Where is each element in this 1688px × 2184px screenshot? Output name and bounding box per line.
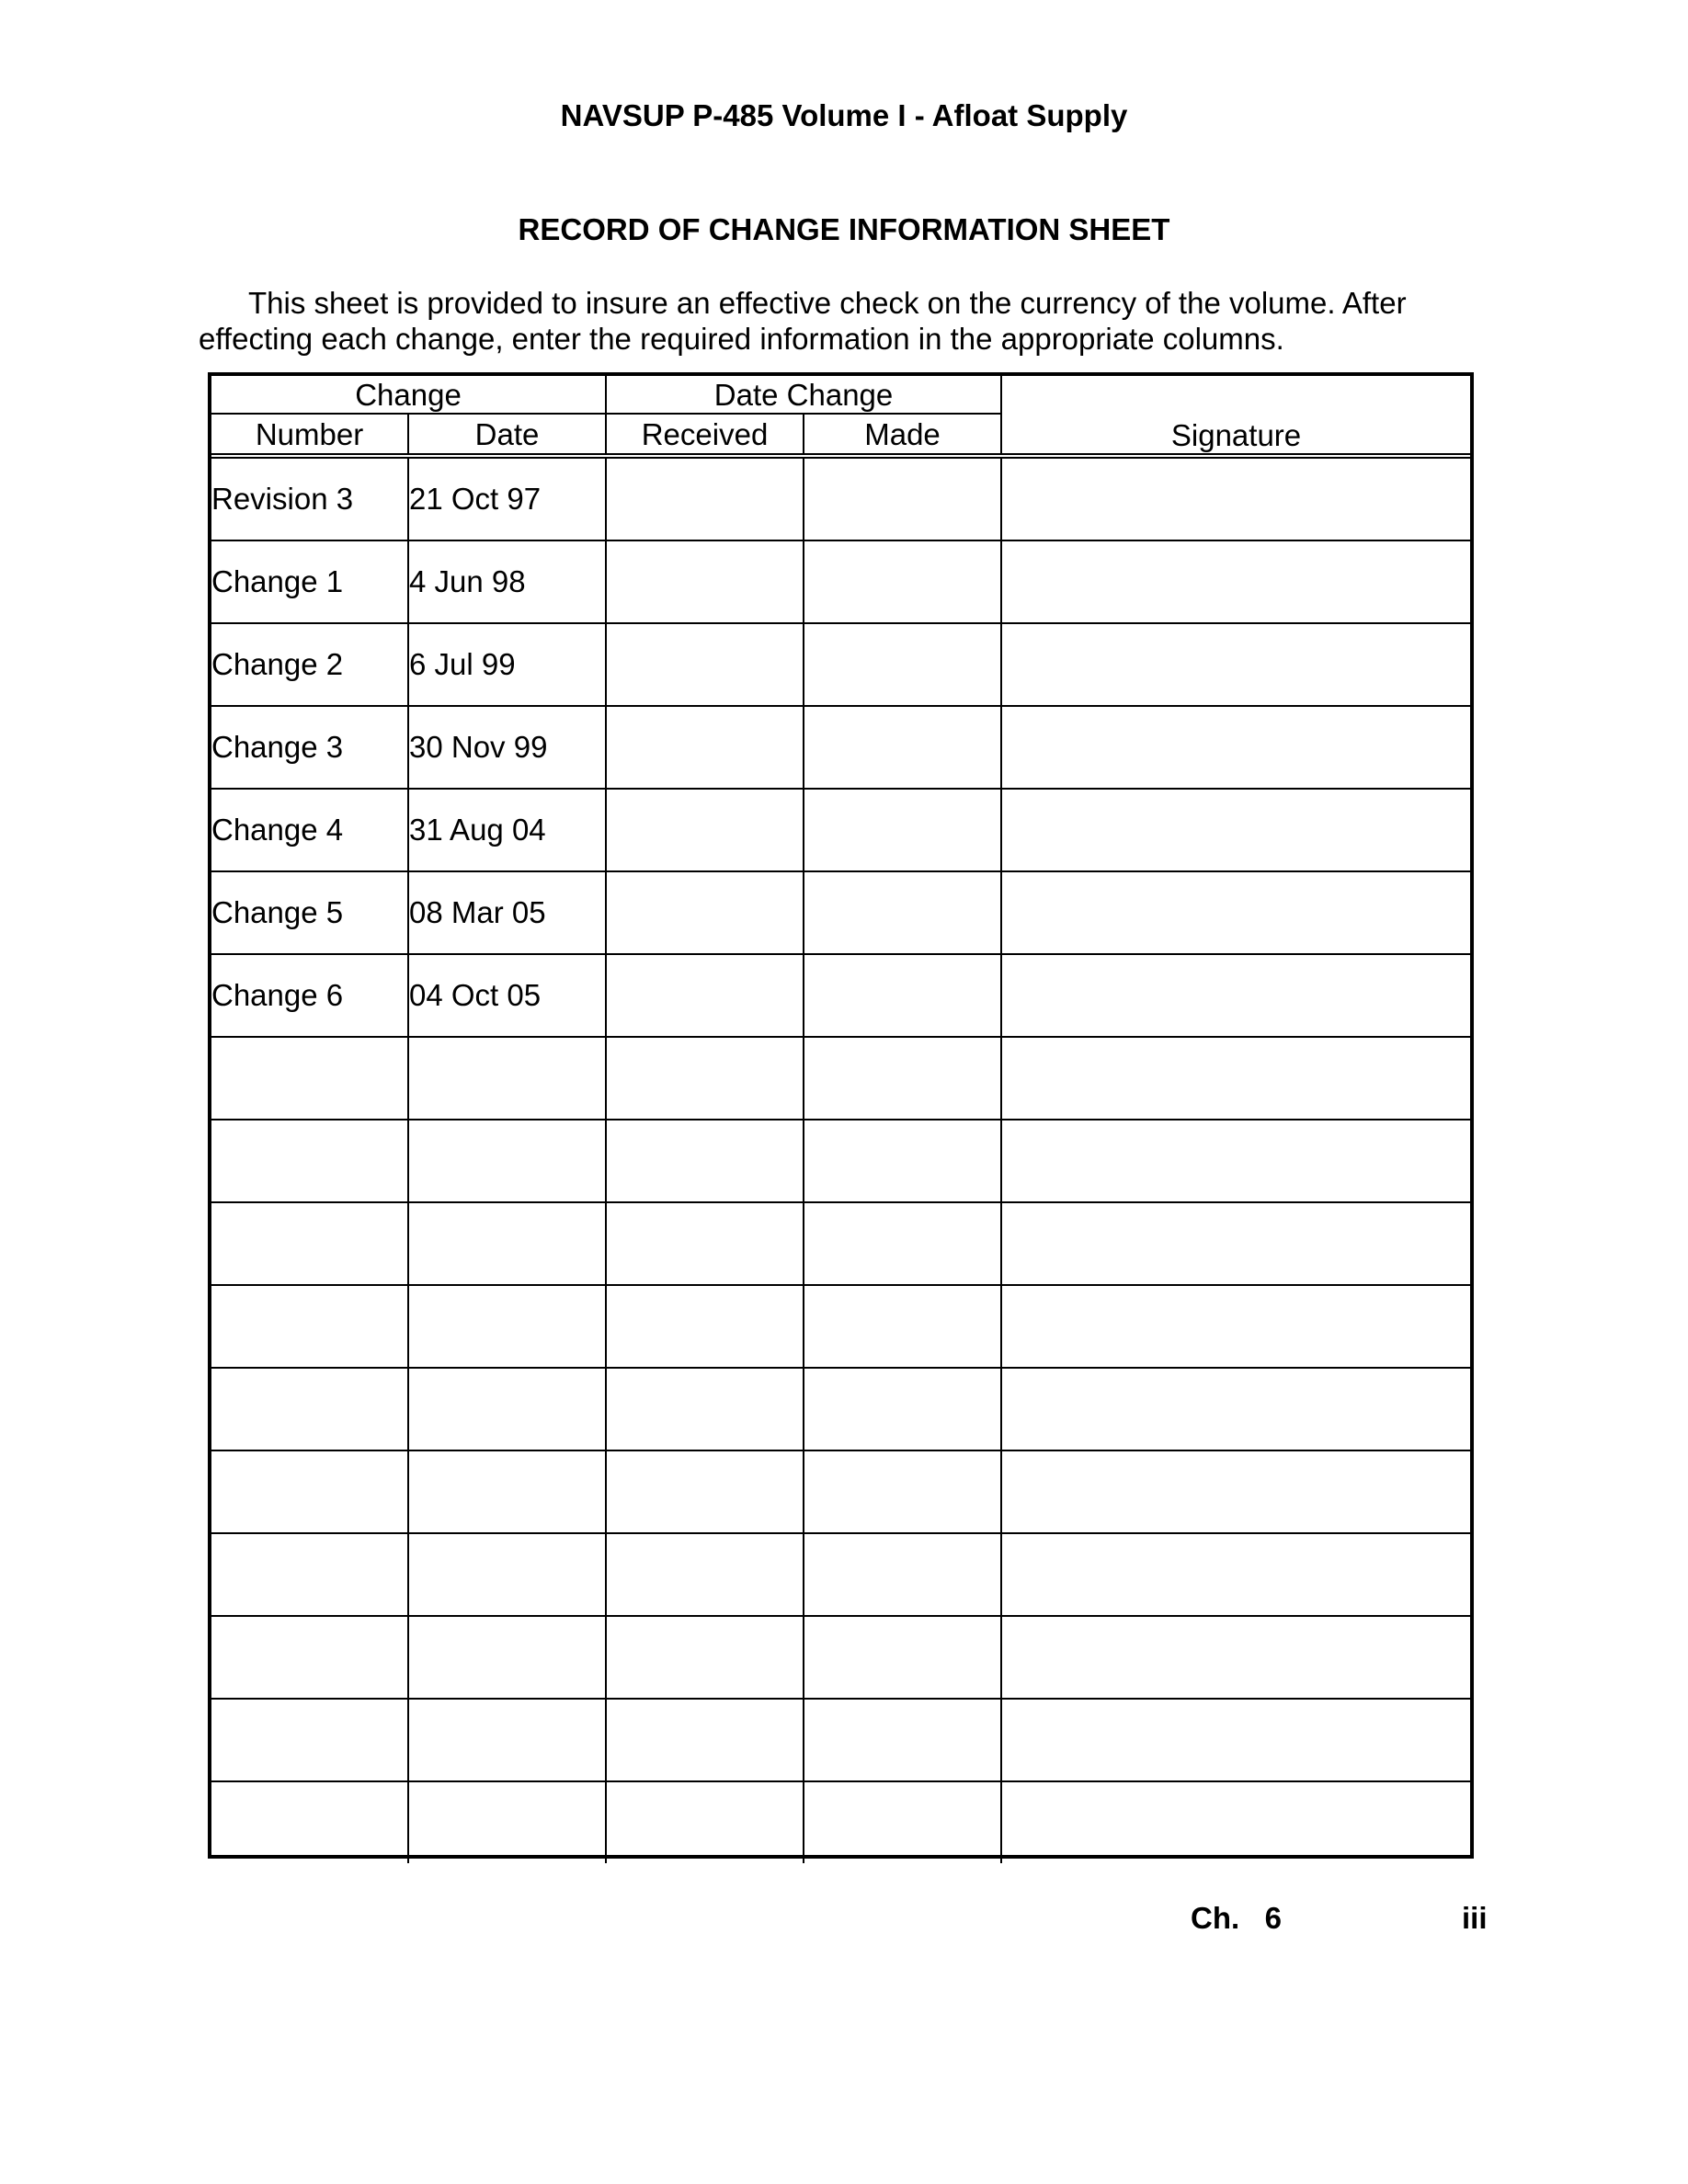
change-group-header: Change xyxy=(211,376,606,414)
table-row xyxy=(211,540,1470,623)
cell-received xyxy=(606,1450,804,1533)
cell-made xyxy=(804,623,1001,706)
cell-signature xyxy=(1001,1037,1470,1120)
cell-received xyxy=(606,1781,804,1863)
cell-signature xyxy=(1001,1202,1470,1285)
cell-number xyxy=(211,1037,408,1120)
cell-made xyxy=(804,1368,1001,1450)
cell-number: Change 4 xyxy=(211,789,408,871)
cell-received xyxy=(606,1037,804,1120)
sheet-title: RECORD OF CHANGE INFORMATION SHEET xyxy=(518,212,1170,246)
cell-date xyxy=(408,1368,606,1450)
cell-signature xyxy=(1001,1450,1470,1533)
cell-number: Change 3 xyxy=(211,706,408,789)
table-row xyxy=(211,1285,1470,1368)
cell-made xyxy=(804,1120,1001,1202)
cell-received xyxy=(606,1120,804,1202)
cell-date xyxy=(408,1533,606,1616)
table-row xyxy=(211,456,1470,540)
cell-received xyxy=(606,1699,804,1781)
cell-signature xyxy=(1001,1616,1470,1699)
cell-made xyxy=(804,1202,1001,1285)
cell-made xyxy=(804,871,1001,954)
cell-number: Change 6 xyxy=(211,954,408,1037)
cell-made xyxy=(804,706,1001,789)
cell-number: Change 2 xyxy=(211,623,408,706)
cell-date: 31 Aug 04 xyxy=(408,789,606,871)
cell-date: 04 Oct 05 xyxy=(408,954,606,1037)
cell-signature xyxy=(1001,871,1470,954)
cell-received xyxy=(606,871,804,954)
cell-received xyxy=(606,954,804,1037)
cell-received xyxy=(606,1285,804,1368)
made-column-header: Made xyxy=(804,414,1001,456)
cell-signature xyxy=(1001,954,1470,1037)
cell-number xyxy=(211,1616,408,1699)
table-row xyxy=(211,789,1470,871)
cell-date: 4 Jun 98 xyxy=(408,540,606,623)
cell-received xyxy=(606,623,804,706)
cell-made xyxy=(804,1616,1001,1699)
table-row xyxy=(211,1616,1470,1699)
table-row xyxy=(211,1037,1470,1120)
cell-signature xyxy=(1001,1285,1470,1368)
cell-received xyxy=(606,1533,804,1616)
cell-number xyxy=(211,1368,408,1450)
signature-column-header: Signature xyxy=(1001,376,1470,456)
cell-number xyxy=(211,1120,408,1202)
cell-date xyxy=(408,1616,606,1699)
table-row xyxy=(211,623,1470,706)
received-column-header: Received xyxy=(606,414,804,456)
cell-made xyxy=(804,1699,1001,1781)
table-row xyxy=(211,1368,1470,1450)
cell-date xyxy=(408,1285,606,1368)
cell-signature xyxy=(1001,540,1470,623)
cell-signature xyxy=(1001,1120,1470,1202)
cell-made xyxy=(804,1533,1001,1616)
cell-made xyxy=(804,1450,1001,1533)
cell-number: Change 5 xyxy=(211,871,408,954)
cell-received xyxy=(606,456,804,540)
cell-date: 21 Oct 97 xyxy=(408,456,606,540)
cell-date xyxy=(408,1037,606,1120)
date-change-group-header: Date Change xyxy=(606,376,1001,414)
cell-date xyxy=(408,1699,606,1781)
cell-made xyxy=(804,789,1001,871)
cell-date xyxy=(408,1450,606,1533)
cell-date: 08 Mar 05 xyxy=(408,871,606,954)
cell-number xyxy=(211,1533,408,1616)
cell-received xyxy=(606,789,804,871)
table-row xyxy=(211,1450,1470,1533)
cell-signature xyxy=(1001,456,1470,540)
cell-signature xyxy=(1001,1533,1470,1616)
cell-date xyxy=(408,1120,606,1202)
cell-made xyxy=(804,1781,1001,1863)
cell-signature xyxy=(1001,1699,1470,1781)
cell-date xyxy=(408,1202,606,1285)
cell-number xyxy=(211,1450,408,1533)
date-column-header: Date xyxy=(408,414,606,456)
cell-signature xyxy=(1001,1368,1470,1450)
record-table xyxy=(211,376,1470,1863)
table-row xyxy=(211,1120,1470,1202)
cell-signature xyxy=(1001,623,1470,706)
table-row xyxy=(211,1533,1470,1616)
page-header: NAVSUP P-485 Volume I - Afloat Supply xyxy=(560,98,1128,132)
cell-received xyxy=(606,706,804,789)
cell-number xyxy=(211,1285,408,1368)
cell-number: Change 1 xyxy=(211,540,408,623)
record-table-body xyxy=(211,456,1470,1863)
cell-made xyxy=(804,456,1001,540)
cell-made xyxy=(804,1037,1001,1120)
intro-paragraph: This sheet is provided to insure an effective check on the currency of the volume. After effecting each change, enter the required information in the appropriate columns. xyxy=(199,286,1407,356)
table-row xyxy=(211,1202,1470,1285)
cell-made xyxy=(804,1285,1001,1368)
cell-signature xyxy=(1001,1781,1470,1863)
cell-made xyxy=(804,954,1001,1037)
table-row xyxy=(211,954,1470,1037)
cell-number xyxy=(211,1781,408,1863)
table-row xyxy=(211,1781,1470,1863)
footer-change-label: Ch. 6 xyxy=(1191,1901,1283,1935)
cell-signature xyxy=(1001,706,1470,789)
cell-number xyxy=(211,1202,408,1285)
cell-received xyxy=(606,1616,804,1699)
cell-date: 6 Jul 99 xyxy=(408,623,606,706)
table-row xyxy=(211,1699,1470,1781)
table-row xyxy=(211,871,1470,954)
footer-page-number: iii xyxy=(1462,1901,1488,1935)
cell-date xyxy=(408,1781,606,1863)
cell-received xyxy=(606,1202,804,1285)
cell-received xyxy=(606,540,804,623)
cell-received xyxy=(606,1368,804,1450)
cell-number xyxy=(211,1699,408,1781)
cell-signature xyxy=(1001,789,1470,871)
number-column-header: Number xyxy=(211,414,408,456)
table-row xyxy=(211,706,1470,789)
record-of-change-table xyxy=(208,372,1474,1859)
cell-date: 30 Nov 99 xyxy=(408,706,606,789)
cell-made xyxy=(804,540,1001,623)
cell-number: Revision 3 xyxy=(211,456,408,540)
